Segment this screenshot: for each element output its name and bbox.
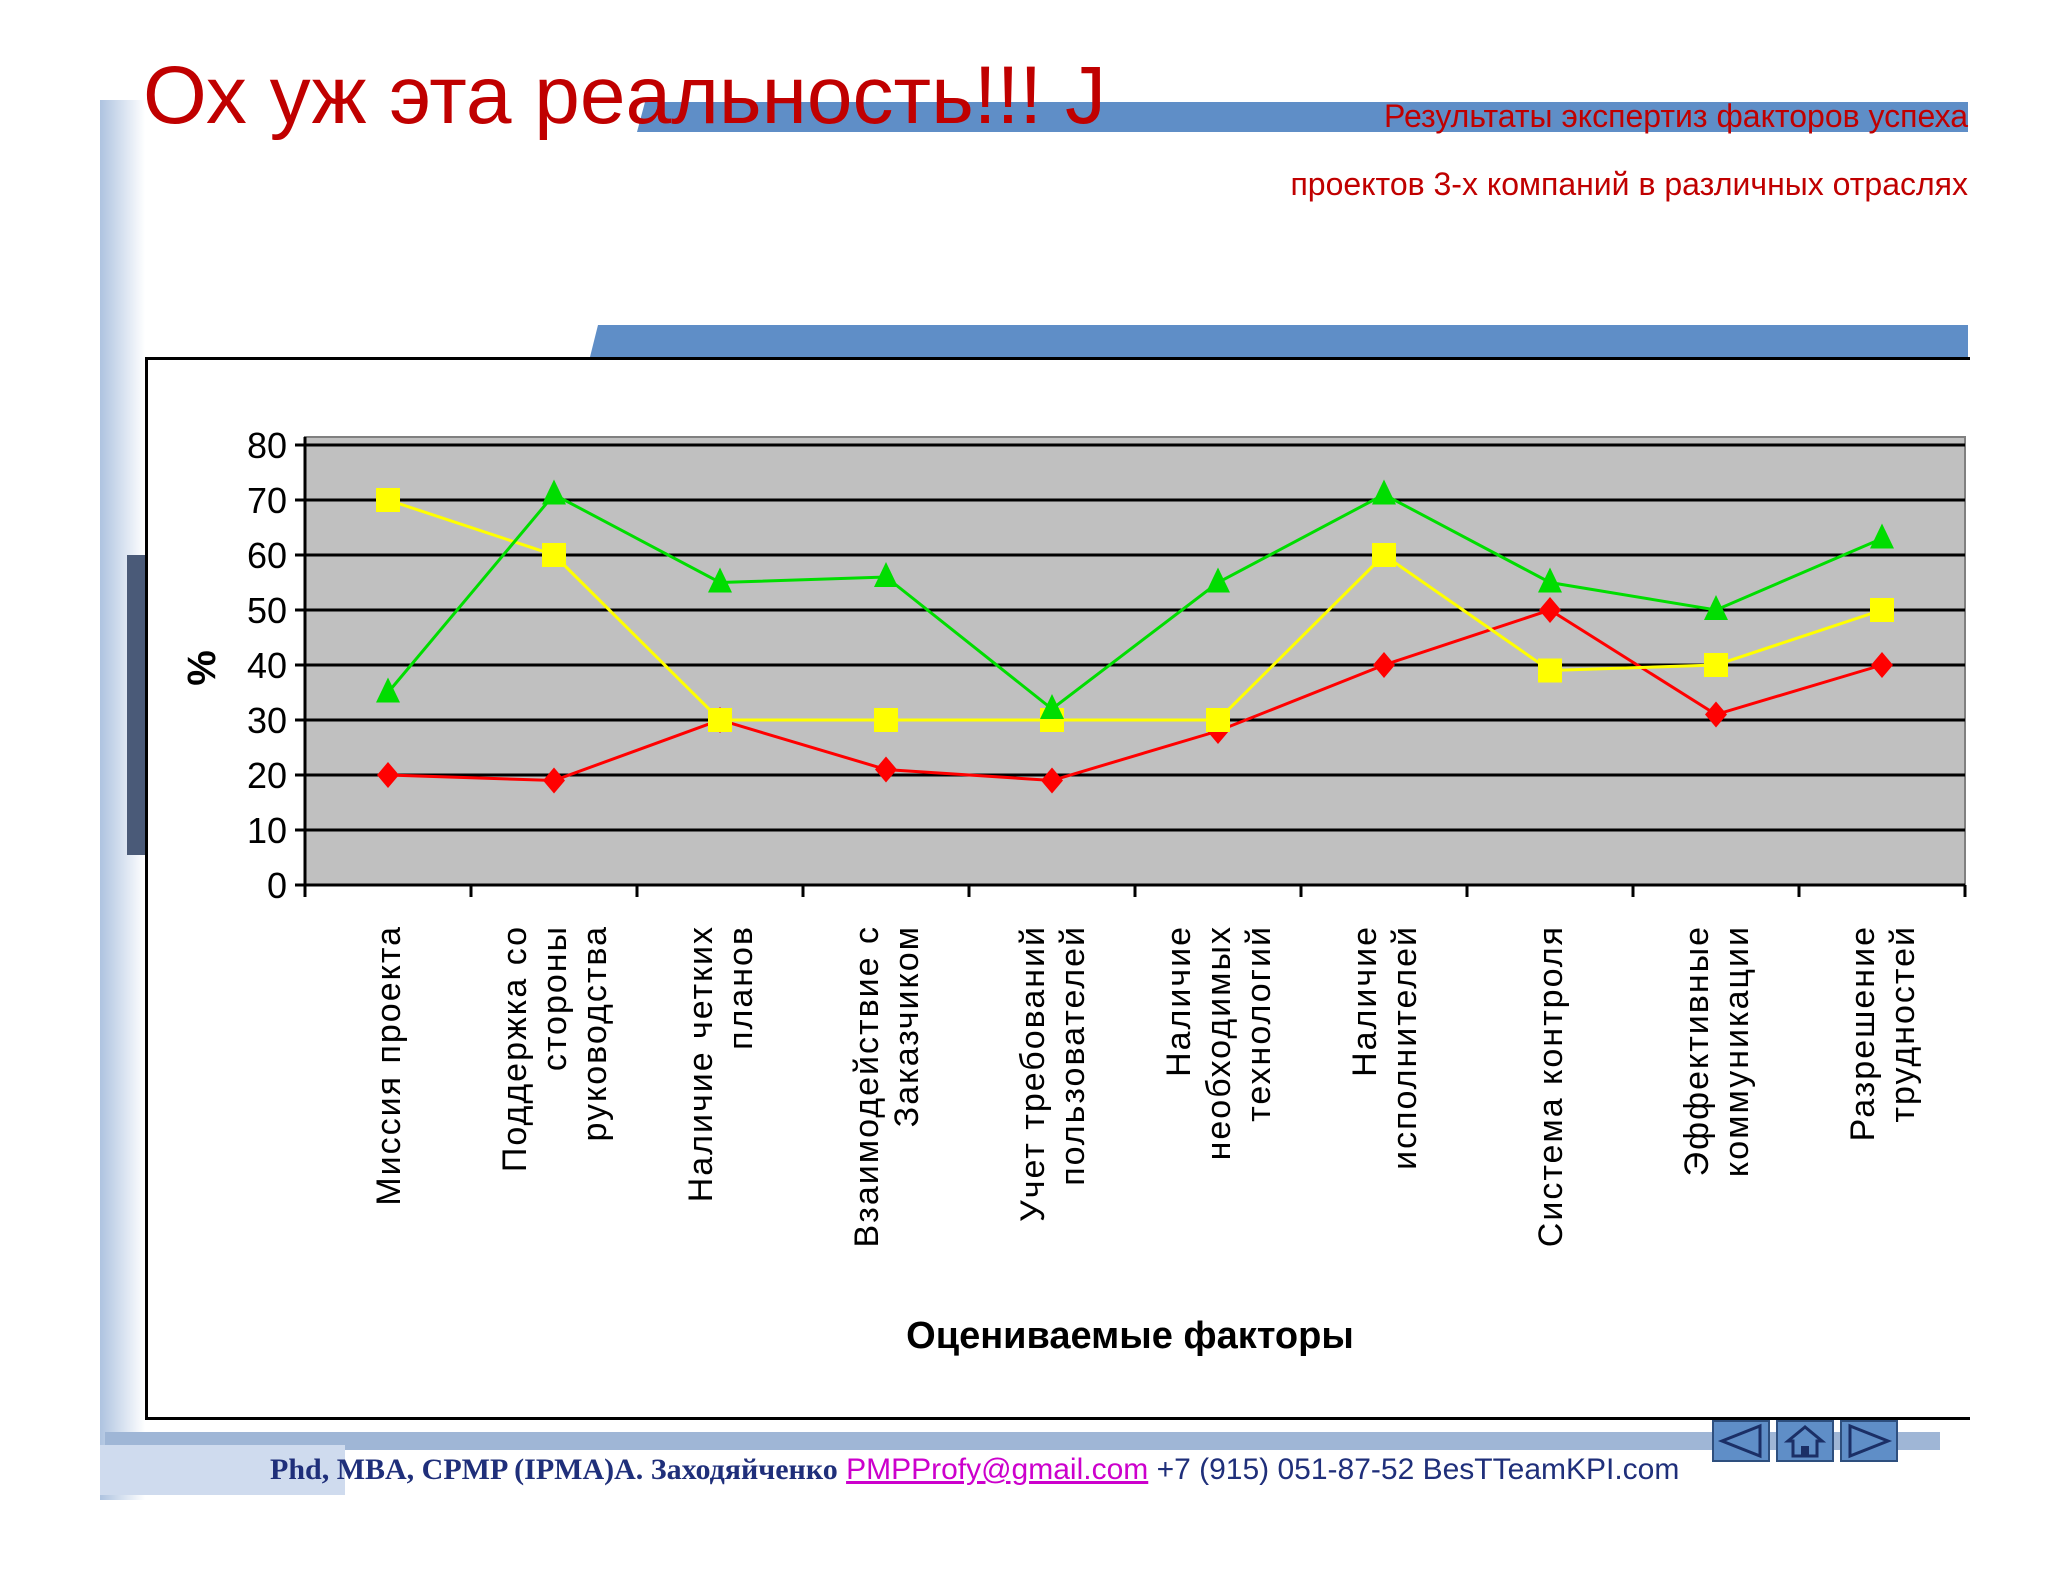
series-2-point: [1704, 653, 1728, 677]
series-2-point: [1870, 598, 1894, 622]
x-category-label-line: пользователей: [1054, 925, 1092, 1186]
x-category-label: [1532, 925, 1570, 1247]
x-category-label-line: планов: [722, 925, 760, 1050]
footer-contact: +7 (915) 051-87-52 BesTTeamKPI.com: [1156, 1453, 1680, 1486]
x-category-label-line: Наличие четких: [682, 925, 720, 1203]
x-category-label-line: Поддержка со: [496, 925, 534, 1173]
x-category-label: [1844, 925, 1922, 1141]
series-2-point: [1206, 708, 1230, 732]
x-category-label-line: Разрешение: [1844, 925, 1882, 1142]
slide-title: Ох уж эта реальность!!! J: [143, 50, 1106, 141]
x-category-label-line: необходимых: [1200, 925, 1238, 1161]
x-category-label-line: Заказчиком: [888, 925, 926, 1128]
slide-subtitle-line1: Результаты экспертиз факторов успеха: [1384, 98, 1968, 134]
x-category-label-line: Система контроля: [1532, 925, 1570, 1248]
series-2-point: [1372, 543, 1396, 567]
y-axis-label: %: [180, 650, 224, 686]
y-tick-label: 20: [246, 755, 287, 796]
series-2-point: [874, 708, 898, 732]
home-button[interactable]: [1776, 1420, 1834, 1462]
x-category-label-line: Наличие: [1346, 925, 1384, 1077]
x-category-label-line: технологий: [1240, 925, 1278, 1122]
footer: [270, 1455, 1679, 1485]
forward-button[interactable]: [1840, 1420, 1898, 1462]
x-category-label-line: Эффективные: [1678, 925, 1716, 1177]
x-category-label-line: Взаимодействие с: [848, 925, 886, 1248]
x-category-label: [1678, 925, 1756, 1177]
x-category-label: [1014, 925, 1092, 1222]
x-category-label-line: Учет требований: [1014, 925, 1052, 1222]
x-category-label: [682, 925, 760, 1202]
series-2-point: [1538, 659, 1562, 683]
y-tick-label: 80: [246, 425, 287, 466]
y-tick-label: 50: [246, 590, 287, 631]
series-2-point: [376, 488, 400, 512]
footer-author: Phd, MBA, CPMP (IPMA)А. Заходяйченко: [270, 1453, 838, 1486]
x-category-label-line: исполнителей: [1386, 925, 1424, 1170]
back-button[interactable]: [1712, 1420, 1770, 1462]
x-category-label: [1346, 925, 1424, 1170]
home-icon: [1778, 1422, 1832, 1460]
x-category-label-line: трудностей: [1884, 925, 1922, 1123]
x-category-label-line: Миссия проекта: [370, 925, 408, 1206]
y-tick-label: 10: [246, 810, 287, 851]
footer-email-link[interactable]: PMPProfy@gmail.com: [846, 1453, 1149, 1486]
series-2-point: [542, 543, 566, 567]
back-arrow-icon: [1714, 1422, 1768, 1460]
forward-arrow-icon: [1842, 1422, 1896, 1460]
series-2-point: [708, 708, 732, 732]
slide-subtitle-line2: проектов 3-х компаний в различных отраслях: [1290, 166, 1968, 202]
y-tick-label: 30: [246, 700, 287, 741]
x-category-label: [1160, 925, 1278, 1160]
y-tick-label: 70: [246, 480, 287, 521]
y-tick-label: 60: [246, 535, 287, 576]
x-axis-label: Оцениваемые факторы: [906, 1315, 1354, 1357]
x-category-label: [848, 925, 926, 1247]
y-tick-label: 0: [266, 865, 287, 906]
y-tick-label: 40: [246, 645, 287, 686]
x-category-label-line: руководства: [576, 925, 614, 1142]
x-category-label: [496, 925, 614, 1172]
x-category-label: [370, 925, 408, 1206]
x-category-label-line: коммуникации: [1718, 925, 1756, 1178]
x-category-label-line: стороны: [536, 925, 574, 1072]
x-category-label-line: Наличие: [1160, 925, 1198, 1077]
